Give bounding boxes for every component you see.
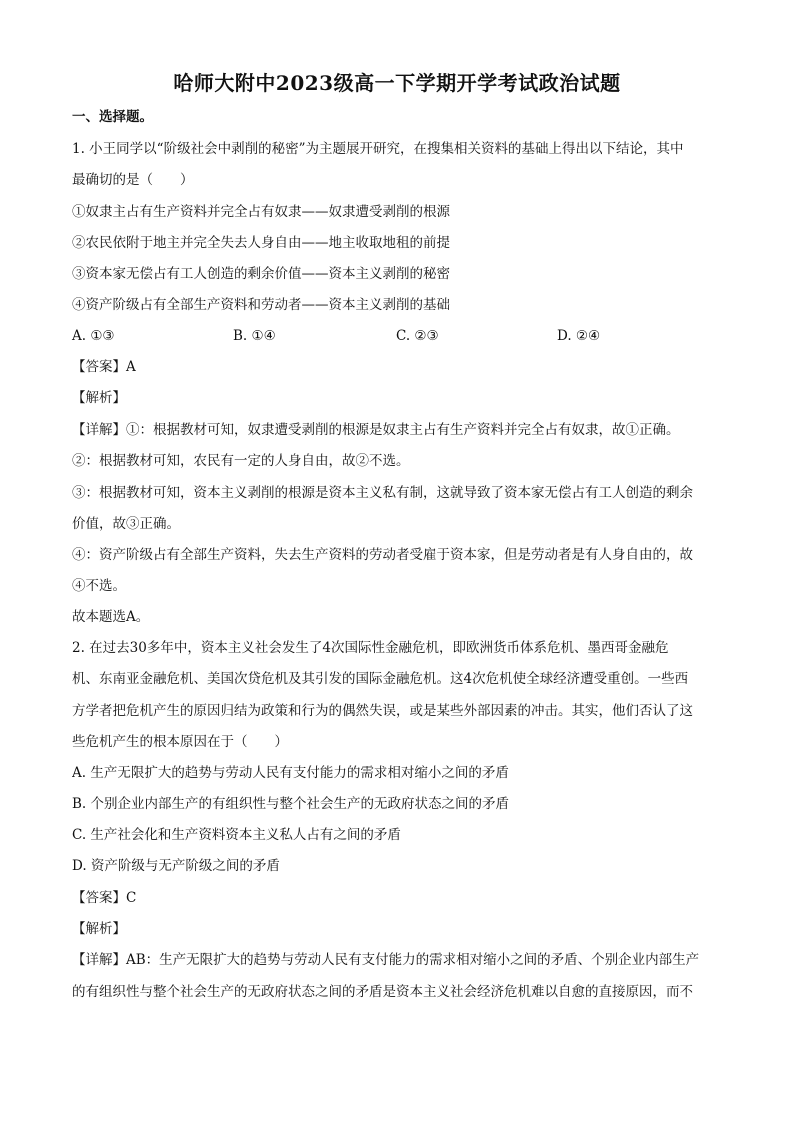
q1-option-c: C. ②③ (396, 328, 439, 344)
q1-detail-line-4: 价值，故③正确。 (72, 516, 180, 532)
q2-option-b: B. 个别企业内部生产的有组织性与整个社会生产的无政府状态之间的矛盾 (72, 796, 510, 812)
q2-stem-line-4: 些危机产生的根本原因在于（ ） (72, 734, 288, 750)
q1-detail-line-2: ②：根据教材可知，农民有一定的人身自由，故②不选。 (72, 453, 410, 469)
q1-item-1: ①奴隶主占有生产资料并完全占有奴隶——奴隶遭受剥削的根源 (72, 204, 450, 220)
q1-detail-line-6: ④不选。 (72, 578, 126, 594)
q1-item-4: ④资产阶级占有全部生产资料和劳动者——资本主义剥削的基础 (72, 297, 450, 313)
q2-option-a: A. 生产无限扩大的趋势与劳动人民有支付能力的需求相对缩小之间的矛盾 (72, 765, 509, 781)
q2-stem-line-2: 机、东南亚金融危机、美国次贷危机及其引发的国际金融危机。这4次危机使全球经济遭受重创。一些西 (72, 671, 689, 687)
q1-item-2: ②农民依附于地主并完全失去人身自由——地主收取地租的前提 (72, 235, 450, 251)
q1-stem-line-1: 1. 小王同学以“阶级社会中剥削的秘密”为主题展开研究，在搜集相关资料的基础上得出以下结论，其中 (72, 141, 684, 157)
q1-option-a: A. ①③ (72, 328, 115, 344)
q2-option-d: D. 资产阶级与无产阶级之间的矛盾 (72, 858, 280, 874)
q2-detail-line-1: 【详解】AB：生产无限扩大的趋势与劳动人民有支付能力的需求相对缩小之间的矛盾、个别企业内部生产 (72, 952, 700, 968)
q1-option-b: B. ①④ (233, 328, 276, 344)
q1-analysis-label: 【解析】 (72, 390, 126, 406)
q1-detail-line-1: 【详解】①：根据教材可知，奴隶遭受剥削的根源是奴隶主占有生产资料并完全占有奴隶，故①正确。 (72, 422, 680, 438)
q2-option-c: C. 生产社会化和生产资料资本主义私人占有之间的矛盾 (72, 827, 401, 843)
q2-stem-line-1: 2. 在过去30多年中，资本主义社会发生了4次国际性金融危机，即欧洲货币体系危机、墨西哥金融危 (72, 640, 669, 656)
q1-stem-line-2: 最确切的是（ ） (72, 172, 194, 188)
q2-answer: 【答案】C (72, 890, 137, 906)
page-title: 哈师大附中2023级高一下学期开学考试政治试题 (173, 71, 621, 95)
q1-detail-line-3: ③：根据教材可知，资本主义剥削的根源是资本主义私有制，这就导致了资本家无偿占有工人创造的剩余 (72, 485, 693, 501)
q2-detail-line-2: 的有组织性与整个社会生产的无政府状态之间的矛盾是资本主义社会经济危机难以自愈的直接原因，而不 (72, 984, 693, 1000)
q2-stem-line-3: 方学者把危机产生的原因归结为政策和行为的偶然失误，或是某些外部因素的冲击。其实，他们否认了这 (72, 703, 693, 719)
section-heading: 一、选择题。 (72, 109, 153, 125)
q1-item-3: ③资本家无偿占有工人创造的剩余价值——资本主义剥削的秘密 (72, 266, 450, 282)
q1-answer: 【答案】A (72, 359, 136, 375)
q1-option-d: D. ②④ (557, 328, 601, 344)
q1-detail-line-7: 故本题选A。 (72, 609, 150, 625)
q2-analysis-label: 【解析】 (72, 921, 126, 937)
q1-detail-line-5: ④：资产阶级占有全部生产资料，失去生产资料的劳动者受雇于资本家，但是劳动者是有人身自由的，故 (72, 547, 693, 563)
